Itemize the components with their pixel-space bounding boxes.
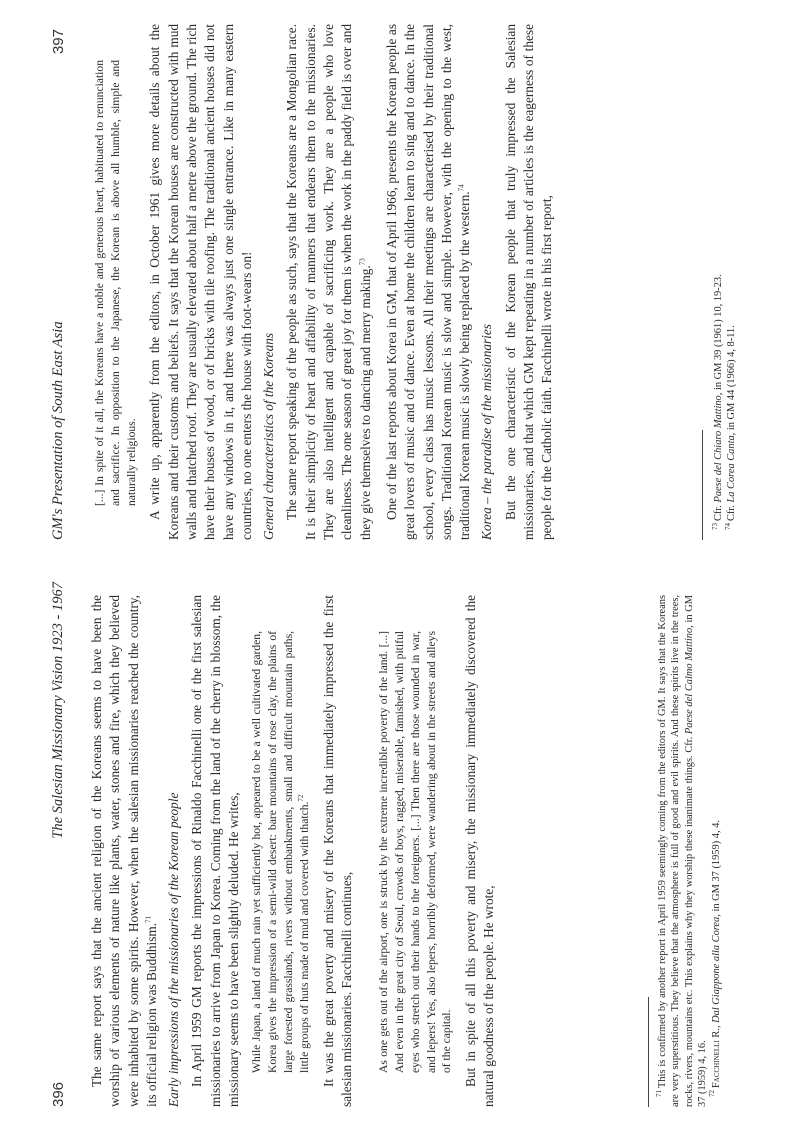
block-quote: [...] In spite of it all, the Koreans have a noble and generous heart, habituated to renunciation and sacrifice. In opposition to the Japanese, the Korean is above all humble, simple and naturally religious. [93, 60, 138, 506]
footnote-divider [702, 430, 703, 540]
footnote: $^{71}$This is confirmed by another report in April 1959 seemingly coming from the editors of GM. It says that the Koreans are very superstitious. They believe that the atmosphere is full of good and evil spirits. And these spirits live in the trees, rocks, rivers, mountains etc. This explains why they worship these inanimate things. Cfr. Paese del Calmo Mattino, in GM 37 (1959) 4, 16. [654, 595, 709, 1107]
footnote-ref[interactable]: 73 [358, 258, 367, 266]
left-page [0, 562, 793, 1123]
footnote-divider [648, 997, 649, 1107]
section-heading: Early impressions of the missionaries of the Korean people [166, 792, 182, 1107]
right-page-body [88, 24, 557, 540]
paragraph: A write up, apparently from the editors, in October 1961 gives more details about the Koreans and their customs and beliefs. It says that the Korean houses are constructed with mud walls and thatched roof. They are usually elevated about half a metre above the ground. The rich have their houses of wood, or of bricks with tile roofing. The traditional ancient houses did not have any windows in it, and there was always just one single entrance. Like in many eastern countries, no one enters the house with foot-wears on! [147, 24, 254, 540]
block-quote: As one gets out of the airport, one is struck by the extreme incredible poverty of the land. [...] And even in the great city of Seoul, crowds of boys, ragged, miserable, famished, with pitiful eyes who stretch out their hands to the foreigners. [...] Then there are those wounded in war, and lepers! Yes, also lepers, horribly deformed, were wandering about in the streets and alleys of the capital. [377, 631, 454, 1073]
left-page-body [88, 595, 499, 1107]
page-number: 396 [50, 1081, 67, 1107]
footnotes [656, 595, 723, 1107]
right-page-header [50, 1, 72, 562]
section-heading: General characteristics of the Koreans [261, 332, 277, 540]
footnotes [712, 24, 739, 540]
footnote-ref[interactable]: 72 [296, 794, 305, 802]
running-head: The Salesian Missionary Vision 1923 - 1967 [50, 582, 66, 839]
page-number: 397 [50, 29, 67, 55]
paragraph: In April 1959 GM reports the impressions of Rinaldo Facchinelli one of the first salesian missionaries to arrive from Japan to Korea. Coming from the land of the cherry in blossom, the missionary seems to have been slightly deluded. He writes, [189, 595, 242, 1107]
paragraph: It was the great poverty and misery of the Koreans that immediately impressed the first salesian missionaries. Facchinelli continues, [320, 595, 354, 1107]
footnote: $^{72}$Facchinelli R., Dal Giappone alla Corea, in GM 37 (1959) 4, 4. [708, 820, 722, 1097]
footnote: $^{73}$Cfr. Paese del Chiaro Mattino, in GM 39 (1961) 10, 19-23. [710, 274, 724, 530]
running-head: GM's Presentation of South East Asia [50, 321, 66, 540]
left-page-header [50, 562, 72, 1123]
paragraph: But the one characteristic of the Korean people that truly impressed the Salesian missionaries, and that which GM kept repeating in a number of articles is the eagerness of these people for the Catholic faith. Facchinelli wrote in his first report, [502, 24, 555, 540]
footnote-ref[interactable]: 74 [457, 184, 466, 192]
footnote: $^{74}$Cfr. La Corea Canta, in GM 44 (1966) 4, 8-11. [723, 325, 738, 530]
right-page [0, 1, 793, 562]
paragraph: The same report speaking of the people as such, says that the Koreans are a Mongolian race. It is their simplicity of heart and affability of manners that endears them to the missionaries. They are also intelligent and capable of sacrificing work. They are a people who love cleanliness. The one season of great joy for them is when the work in the paddy field is over and they give themselves to dancing and merry making.$^{73}$ [284, 24, 373, 540]
paragraph: But in spite of all this poverty and misery, the missionary immediately discovered the natural goodness of the people. He wrote, [463, 595, 497, 1107]
paragraph: The same report says that the ancient religion of the Koreans seems to have been the worship of various elements of nature like plants, water, stones and fire, which they believed were inhabited by some spirits. However, when the salesian missionaries reached the country, its official religion was Buddhism.$^{71}$ [89, 595, 159, 1107]
block-quote: While Japan, a land of much rain yet sufficiently hot, appeared to be a well cultivated garden, Korea gives the impression of a semi-wild desert: bare mountains of rose clay, the plains of large forested grasslands, rivers without embankments, small and difficult mountain paths, little groups of huts made of mud and covered with thatch.$^{72}$ [250, 631, 311, 1073]
section-heading: Korea – the paradise of the missionaries [479, 324, 495, 540]
footnote-ref[interactable]: 71 [144, 915, 153, 923]
paragraph: One of the last reports about Korea in GM, that of April 1966, presents the Korean people as great lovers of music and of dance. Even at home the children learn to sing and to dance. In the school, every class has music lessons. All their meetings are characterised by their traditional songs. Traditional Korean music is slow and simple. However, with the opening to the west, traditional Korean music is slowly being replaced by the western.$^{74}$ [383, 24, 473, 540]
